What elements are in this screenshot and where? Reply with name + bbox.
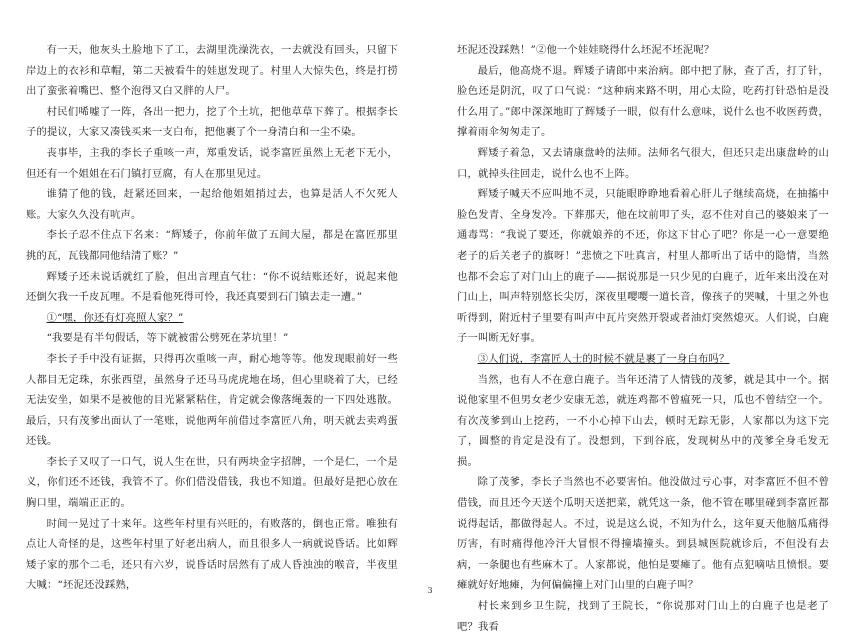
paragraph: 村长来到乡卫生院，找到了王院长，“你说那对门山上的白鹿子也是老了吧？我看 [457,600,829,633]
paragraph: 时间一晃过了十来年。这些年村里有兴旺的，有败落的，倒也正常。唯独有点让人奇怪的是，这些年村里了好老出病人，而且很多人一病就说昏话。比如辉矮子家的那个二毛，还只有六岁，说昏话时居然有了成人昏浊浊的喉音，半夜里大喊：“坯泥还没踩熟， [26,517,398,592]
paragraph: 李长子手中没有证据，只得再次重咳一声，耐心地等等。他发现眼前好一些人都目无定珠，东张西望，虽然身子还马马虎虎地在场，但心里晓着了大，已经无法安坐，如果不是被他的目光紧紧粘住，肯定就会像落绳轰的一下四处逃散。最后，只有茂爹出面认了一笔账，说他两年前借过李富匠八角，明天就去卖鸡蛋还钱。 [26,352,398,448]
paragraph: 当然，也有人不在意白鹿子。当年还清了人情钱的茂爹，就是其中一个。据说他家里不但男女老少安康无恙，就连鸡都不曾瘟死一只，瓜也不曾结空一个。有次茂爹到山上挖药，一不小心掉下山去，顿时无踪无影，人家都以为这下完了，圆整的肯定是没有了。没想到，下到谷底，发现树丛中的茂爹全身毛发无损。 [457,373,829,468]
left-column [26,40,398,596]
paragraph: 谁猜了他的钱，赶紧还回来，一起给他姐姐捎过去，也算是活人不欠死人账。大家久久没有吭声。 [26,188,398,221]
paragraph: 除了茂爹，李长子当然也不必要害怕。他没做过亏心事，对李富匠不但不曾借钱，而且还今天送个瓜明天送把菜，就凭这一条，他不管在哪里碰到李富匠都说得起话，都做得起人。不过，说是这么说，不知为什么，这年夏天他脑瓜痛得厉害，有时痛得他冷汗大冒恨不得撞墙撞头。到县城医院就诊后，不但没有去病，一条腿也有些麻木了。人家都说，他怕是要瘫了。他有点犯嘀咕且愤恨。要瘫就好好地瘫，为何偏偏撞上对门山里的白鹿子叫？ [457,476,829,592]
page-number: 3 [427,586,433,595]
paragraph: 有一天，他灰头土脸地下了工，去湖里洗澡洗衣，一去就没有回头，只留下岸边上的衣衫和草帽，第二天被看牛的娃崽发现了。村里人大惊失色，终是打捞出了蛮张着嘴巴、整个泡得又白又胖的人尸。 [26,44,398,98]
paragraph: 辉矮子着急，又去请康盘岭的法师。法师名气很大，但还只走出康盘岭的山口，就掉头往回走，说什么也不上阵。 [457,146,829,180]
paragraph: 村民们唏嘘了一阵，各出一把力，挖了个土坑，把他草草下葬了。根据李长子的提议，大家又凑钱买来一支白布，把他裹了个一身清白和一尘不染。 [26,105,398,139]
paragraph: 辉矮子喊天不应叫地不灵，只能眼睁睁地看着心肝儿子继续高烧，在抽搐中脸色发青、全身发冷。下葬那天，他在坟前叩了头，忍不住对自己的婆娘来了一通毒骂：“我说了要还，你就娘养的不还，你这下甘心了吧？你是一心一意要绝老子的后关老子的旗呀！”悲愤之下吐真言，村里人都听出了话中的隐情，当然也都不会忘了对门山上的鹿子——据说那是一只少见的白鹿子，近年来出没在对门山上，叫声特别悠长尖厉，深夜里嘤嘤一道长音，像孩子的哭喊，十里之外也听得到，附近村子里要有叫声中瓦片突然开裂或者油灯突然熄灭。人们说，白鹿子一叫断无好事。 [457,188,829,345]
paragraph: 李长子忍不住点下名来：“辉矮子，你前年做了五间大屋，都是在富匠那里挑的瓦，瓦钱都同他结清了账？” [26,229,398,262]
paragraph: “我要是有半句假话，等下就被雷公劈死在茅坑里！” [46,332,289,345]
paragraph: 最后，他高烧不退。辉矮子请郎中来治病。郎中把了脉，查了舌，打了针，脸色还是阴沉，叹了口气说：“这种病来路不明，用心太险，吃药打针恐怕是没什么用了。”郎中深深地盯了辉矮子一眼，似有什么意味，说什么也不收医药费，撑着雨伞匆匆走了。 [457,64,829,139]
paragraph: 丧事毕，主我的李长子重咳一声，郑重发话，说李富匠虽然上无老下无小，但还有一个姐姐在石门镇打豆腐，有人在那里见过。 [26,146,398,180]
marked-question-1: ①“嘿，你还有灯亮照人家？” [46,311,184,324]
paragraph: 李长子又叹了一口气，说人生在世，只有两块金字招牌，一个是仁，一个是义，你们还不还钱，我管不了。你们借没借钱，我也不知道。但最好是把心放在胸口里，端端正正的。 [26,455,398,510]
paragraph: 坯泥还没踩熟！”②他一个娃娃晓得什么坯泥不坯泥呢？ [457,44,715,56]
right-column [457,40,829,637]
marked-question-3: ③人们说，李富匠人士的时候不就是裹了一身白布吗？ [477,352,730,365]
paragraph: 辉矮子还未说话就红了脸，但出言理直气壮：“你不说结账还好，说起来他还倒欠我一千皮瓦哩。不是看他死得可怜，我还真要到石门镇去走一遭。” [26,270,398,304]
